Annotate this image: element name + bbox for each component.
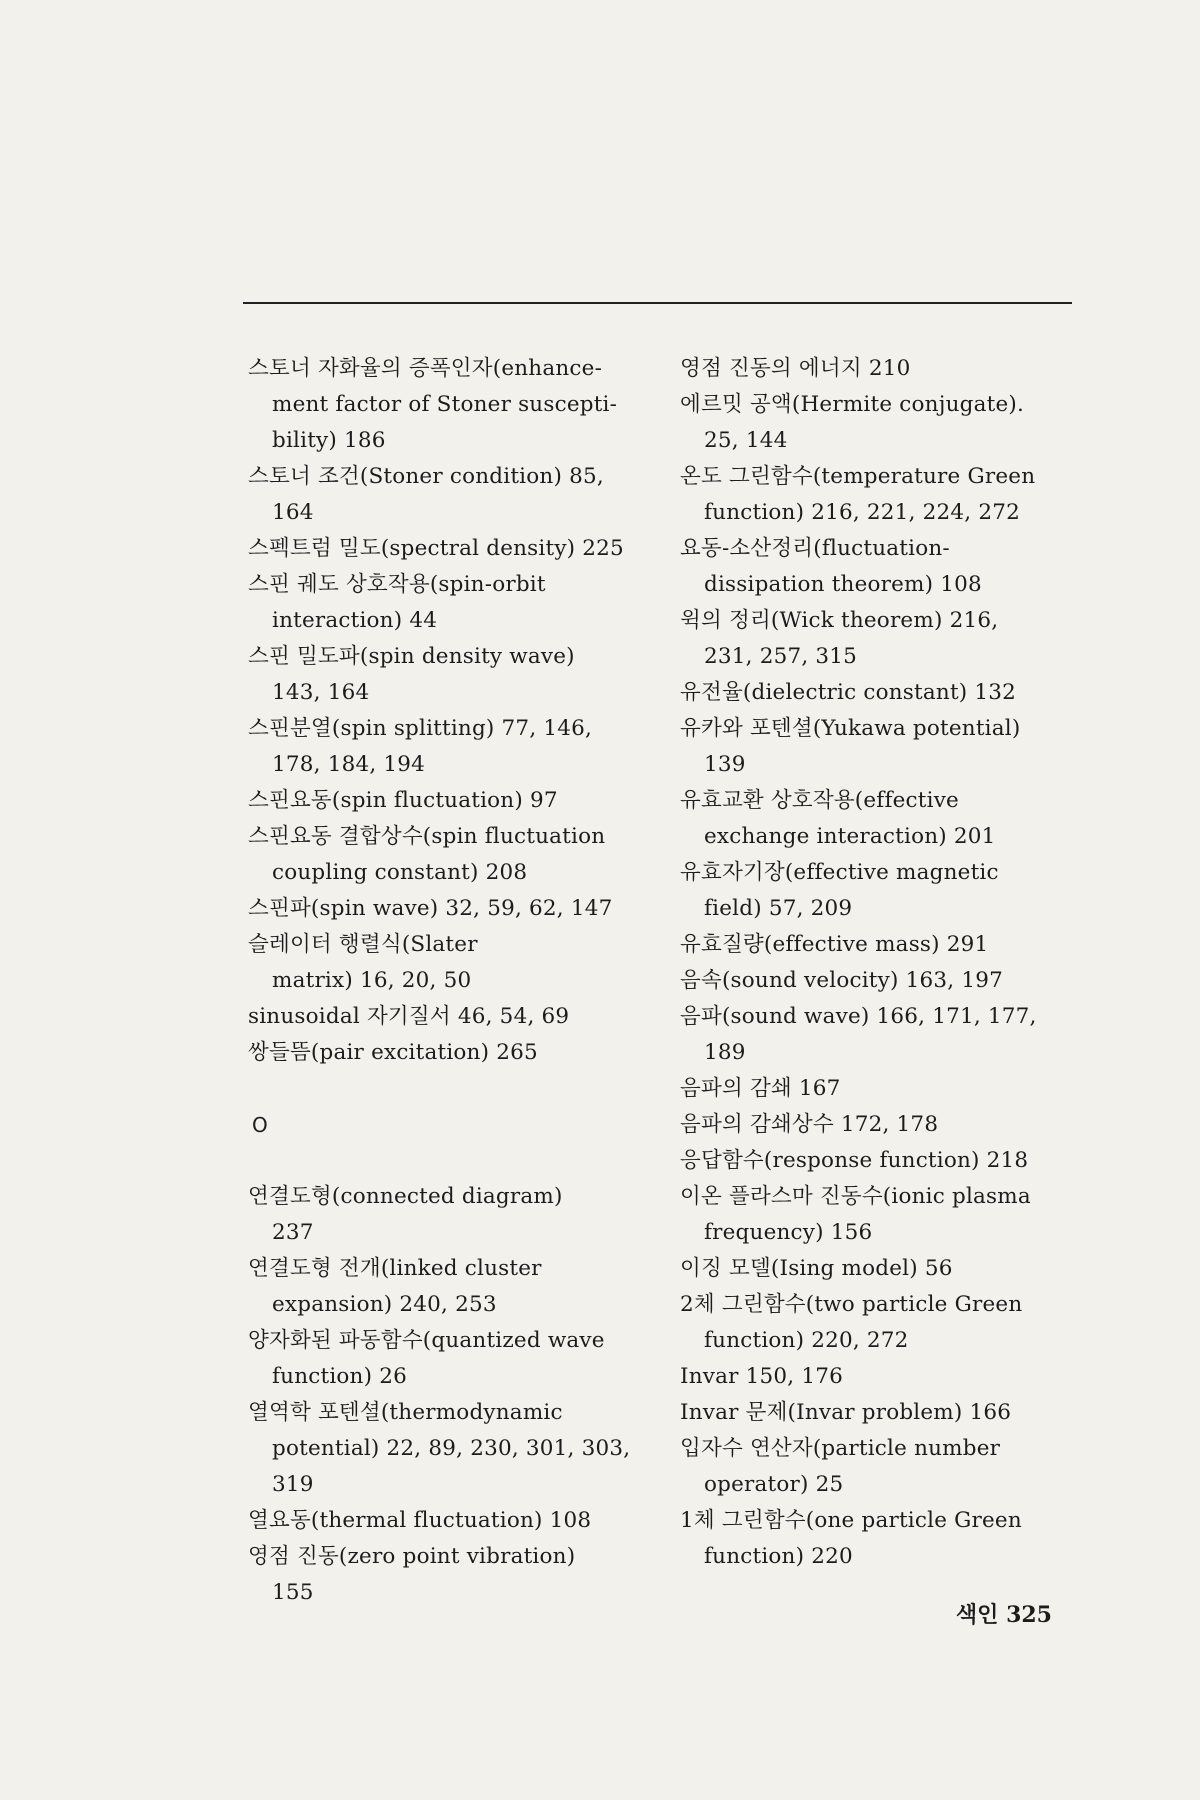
- index-entry-continuation: 189: [704, 1040, 746, 1065]
- index-entry-continuation: ment factor of Stoner suscepti-: [272, 392, 618, 417]
- index-group-o: [248, 1179, 668, 1611]
- index-entry-continuation: 164: [272, 500, 314, 525]
- index-entry: [680, 1179, 1100, 1251]
- index-entry-term: 열역학 포텐셜(thermodynamic: [248, 1400, 563, 1425]
- index-entry-term: 영점 진동의 에너지 210: [680, 356, 911, 381]
- index-entry-term: 양자화된 파동함수(quantized wave: [248, 1328, 605, 1353]
- index-entry-continuation: function) 216, 221, 224, 272: [704, 500, 1020, 525]
- index-entry: [680, 927, 1100, 963]
- index-entry: [248, 1179, 668, 1251]
- index-entry: [248, 711, 668, 783]
- index-entry: [248, 999, 668, 1035]
- index-entry-continuation: function) 220: [704, 1544, 853, 1569]
- index-entry-continuation: 178, 184, 194: [272, 752, 426, 777]
- index-entry-continuation: operator) 25: [704, 1472, 844, 1497]
- index-entry: [248, 1395, 668, 1503]
- index-entry-term: 음파(sound wave) 166, 171, 177,: [680, 1004, 1037, 1029]
- index-entry-term: 유효질량(effective mass) 291: [680, 932, 989, 957]
- index-entry: [248, 1503, 668, 1539]
- index-entry-continuation: 319: [272, 1472, 314, 1497]
- index-entry-term: 쌍들뜸(pair excitation) 265: [248, 1040, 538, 1065]
- index-entry: [248, 567, 668, 639]
- index-entry-term: 열요동(thermal fluctuation) 108: [248, 1508, 592, 1533]
- index-entry: [248, 783, 668, 819]
- index-entry-continuation: 139: [704, 752, 746, 777]
- index-entry: [248, 351, 668, 459]
- index-entry-continuation: exchange interaction) 201: [704, 824, 996, 849]
- index-entry: [680, 1359, 1100, 1395]
- index-entry: [680, 1503, 1100, 1575]
- index-entry-continuation: coupling constant) 208: [272, 860, 528, 885]
- index-entry-term: 유효교환 상호작용(effective: [680, 788, 959, 813]
- index-entry-term: 온도 그린함수(temperature Green: [680, 464, 1036, 489]
- index-entry: [248, 459, 668, 531]
- index-entry-term: Invar 150, 176: [680, 1364, 843, 1389]
- index-entry-term: 스핀 궤도 상호작용(spin-orbit: [248, 572, 546, 597]
- index-entry-term: 스핀 밀도파(spin density wave): [248, 644, 575, 669]
- index-entry-continuation: 237: [272, 1220, 314, 1245]
- index-entry: [680, 1143, 1100, 1179]
- index-entry: [680, 531, 1100, 603]
- index-entry: [680, 675, 1100, 711]
- index-entry: [680, 963, 1100, 999]
- index-entry-continuation: matrix) 16, 20, 50: [272, 968, 472, 993]
- index-entry-term: 스핀요동(spin fluctuation) 97: [248, 788, 558, 813]
- index-entry: [680, 603, 1100, 675]
- index-group-o-continued: [680, 351, 1100, 1575]
- index-entry-continuation: dissipation theorem) 108: [704, 572, 982, 597]
- index-entry-continuation: bility) 186: [272, 428, 386, 453]
- index-entry: [680, 1431, 1100, 1503]
- index-entry-term: 2체 그린함수(two particle Green: [680, 1292, 1023, 1317]
- index-entry-term: 스펙트럼 밀도(spectral density) 225: [248, 536, 624, 561]
- index-entry: [680, 387, 1100, 459]
- index-entry: [680, 711, 1100, 783]
- index-entry: [680, 999, 1100, 1071]
- index-entry: [248, 819, 668, 891]
- index-entry-continuation: 155: [272, 1580, 314, 1605]
- index-entry-continuation: interaction) 44: [272, 608, 438, 633]
- index-column-left: [248, 351, 668, 1611]
- index-entry-term: 1체 그린함수(one particle Green: [680, 1508, 1022, 1533]
- index-entry-term: 스토너 자화율의 증폭인자(enhance-: [248, 356, 603, 381]
- index-entry: [680, 1107, 1100, 1143]
- index-entry-term: 윅의 정리(Wick theorem) 216,: [680, 608, 999, 633]
- index-entry-term: 스핀분열(spin splitting) 77, 146,: [248, 716, 593, 741]
- index-entry-term: 응답함수(response function) 218: [680, 1148, 1029, 1173]
- index-entry-term: 유효자기장(effective magnetic: [680, 860, 999, 885]
- index-entry-term: 음파의 감쇄 167: [680, 1076, 841, 1101]
- index-entry-term: 음파의 감쇄상수 172, 178: [680, 1112, 939, 1137]
- index-entry-term: 요동-소산정리(fluctuation-: [680, 536, 950, 561]
- index-entry-continuation: 231, 257, 315: [704, 644, 858, 669]
- header-rule: [243, 302, 1072, 304]
- index-entry: [248, 891, 668, 927]
- index-entry: [248, 639, 668, 711]
- index-entry-continuation: function) 26: [272, 1364, 407, 1389]
- index-entry: [248, 927, 668, 999]
- index-entry: [680, 1071, 1100, 1107]
- index-entry-term: 이징 모델(Ising model) 56: [680, 1256, 953, 1281]
- index-entry: [248, 1323, 668, 1395]
- index-entry: [680, 1251, 1100, 1287]
- index-entry-term: 에르밋 공액(Hermite conjugate).: [680, 392, 1024, 417]
- index-entry-term: sinusoidal 자기질서 46, 54, 69: [248, 1004, 570, 1029]
- index-entry: [680, 1287, 1100, 1359]
- index-entry-continuation: potential) 22, 89, 230, 301, 303,: [272, 1436, 631, 1461]
- index-group-s: [248, 351, 668, 1071]
- index-entry-continuation: field) 57, 209: [704, 896, 853, 921]
- index-entry-continuation: frequency) 156: [704, 1220, 873, 1245]
- index-entry-term: 스핀요동 결합상수(spin fluctuation: [248, 824, 606, 849]
- index-entry: [680, 855, 1100, 927]
- index-entry: [680, 1395, 1100, 1431]
- index-entry-term: 스핀파(spin wave) 32, 59, 62, 147: [248, 896, 613, 921]
- index-entry-continuation: function) 220, 272: [704, 1328, 909, 1353]
- index-entry-term: Invar 문제(Invar problem) 166: [680, 1400, 1012, 1425]
- section-letter: O: [252, 1113, 268, 1137]
- index-entry: [680, 351, 1100, 387]
- index-entry: [248, 1035, 668, 1071]
- index-entry-term: 음속(sound velocity) 163, 197: [680, 968, 1003, 993]
- index-entry-term: 스토너 조건(Stoner condition) 85,: [248, 464, 604, 489]
- index-entry-term: 연결도형(connected diagram): [248, 1184, 563, 1209]
- index-entry-continuation: expansion) 240, 253: [272, 1292, 497, 1317]
- page-footer: 색인 325: [955, 1602, 1052, 1628]
- index-entry: [248, 531, 668, 567]
- index-entry: [248, 1251, 668, 1323]
- index-entry-continuation: 25, 144: [704, 428, 788, 453]
- index-entry: [680, 459, 1100, 531]
- index-entry-term: 입자수 연산자(particle number: [680, 1436, 1001, 1461]
- index-entry-continuation: 143, 164: [272, 680, 370, 705]
- index-entry-term: 영점 진동(zero point vibration): [248, 1544, 576, 1569]
- index-entry-term: 슬레이터 행렬식(Slater: [248, 932, 478, 957]
- index-entry: [248, 1539, 668, 1611]
- index-entry-term: 유전율(dielectric constant) 132: [680, 680, 1017, 705]
- index-column-right: [680, 351, 1100, 1575]
- index-entry: [680, 783, 1100, 855]
- index-entry-term: 유카와 포텐셜(Yukawa potential): [680, 716, 1021, 741]
- index-entry-term: 연결도형 전개(linked cluster: [248, 1256, 542, 1281]
- index-entry-term: 이온 플라스마 진동수(ionic plasma: [680, 1184, 1031, 1209]
